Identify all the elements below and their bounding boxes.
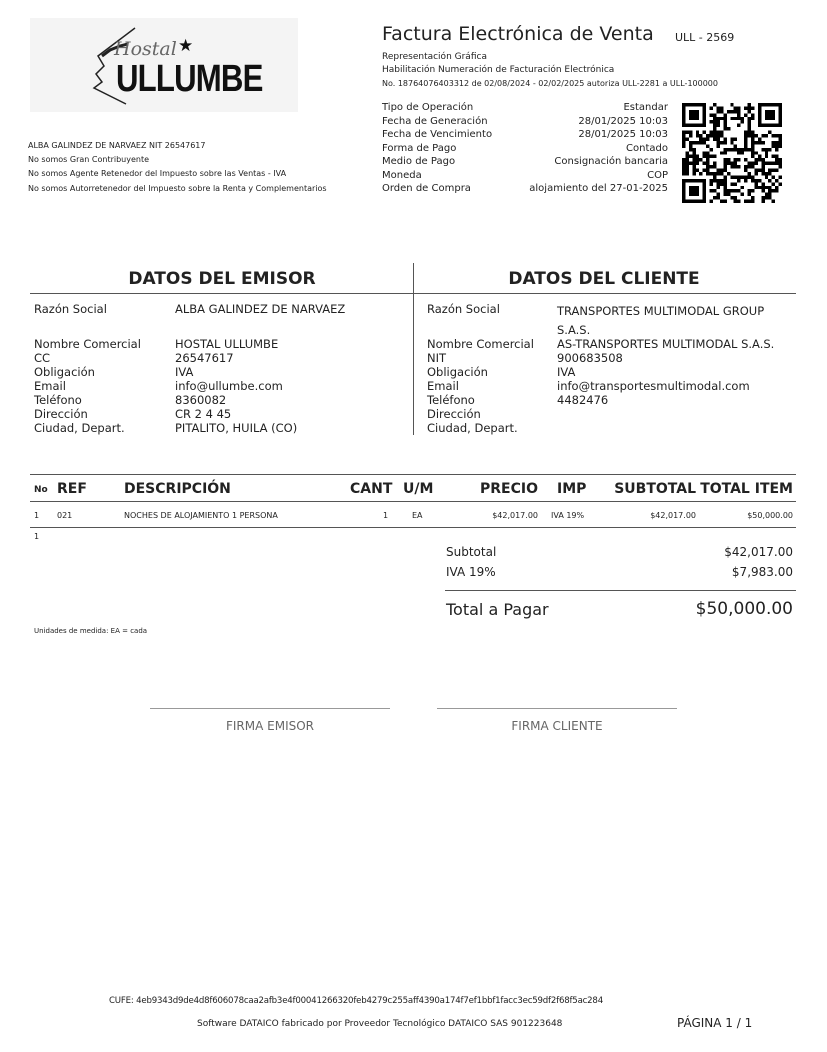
iva-label: IVA 19%	[446, 565, 496, 579]
field-label: Ciudad, Depart.	[427, 421, 518, 435]
cell-ref: 021	[57, 511, 73, 520]
op-row	[382, 169, 668, 183]
field-value: AS-TRANSPORTES MULTIMODAL S.A.S.	[557, 337, 775, 351]
emisor-values	[175, 337, 297, 435]
field-label: Obligación	[427, 365, 488, 379]
op-row	[382, 182, 668, 196]
firma-emisor: FIRMA EMISOR	[225, 719, 315, 733]
cufe: CUFE: 4eb9343d9de4d8f606078caa2afb3e4f00041266320feb4279c255aff4390a174f7ef1bbf1facc3ec59df2f68f5ac284	[109, 996, 603, 1006]
op-label: Tipo de Operación	[382, 102, 474, 113]
representation-label: Representación Gráfica	[382, 52, 487, 62]
logo-name: ULLUMBE	[116, 58, 263, 100]
cell-precio: $42,017.00	[492, 511, 538, 520]
op-value: alojamiento del 27-01-2025	[529, 183, 668, 194]
op-label: Forma de Pago	[382, 142, 457, 154]
note: No somos Agente Retenedor del Impuesto sobre las Ventas - IVA	[28, 169, 287, 179]
note: ALBA GALINDEZ DE NARVAEZ NIT 26547617	[28, 141, 206, 150]
field-value: 4482476	[557, 393, 609, 407]
firma-cliente: FIRMA CLIENTE	[511, 719, 603, 733]
col-no: No	[34, 485, 48, 495]
operation-details	[382, 101, 668, 196]
field-label: Nombre Comercial	[427, 337, 534, 351]
item-count: 1	[34, 532, 40, 541]
cell-imp: IVA 19%	[551, 511, 585, 520]
cell-subtotal: $42,017.00	[650, 511, 696, 520]
signature-line-cliente	[437, 708, 677, 709]
cell-no: 1	[34, 511, 40, 520]
invoice-title: Factura Electrónica de Venta	[382, 23, 654, 45]
field-value: 26547617	[175, 351, 234, 365]
units-note: Unidades de medida: EA = cada	[34, 627, 148, 635]
field-label: Dirección	[34, 407, 88, 421]
op-value: COP	[647, 169, 668, 181]
emisor-labels	[34, 337, 141, 435]
field-value: HOSTAL ULLUMBE	[175, 337, 279, 351]
subtotal-label: Subtotal	[446, 545, 497, 559]
note: No somos Autorretenedor del Impuesto sobre la Renta y Complementarios	[28, 183, 327, 193]
totals-rule	[445, 590, 796, 591]
field-label: Nombre Comercial	[34, 337, 141, 351]
field-label: Ciudad, Depart.	[34, 421, 125, 435]
op-label: Orden de Compra	[382, 183, 471, 194]
op-row	[382, 142, 668, 156]
field-value: info@ullumbe.com	[175, 379, 283, 393]
col-total-item: TOTAL ITEM	[700, 481, 793, 497]
emisor-heading: DATOS DEL EMISOR	[128, 269, 316, 289]
cell-um: EA	[412, 511, 423, 520]
cliente-labels	[427, 337, 534, 435]
page-number: PÁGINA 1 / 1	[677, 1016, 753, 1030]
software-credit: Software DATAICO fabricado por Proveedor Tecnológico DATAICO SAS 901223648	[197, 1019, 563, 1029]
field-value: PITALITO, HUILA (CO)	[175, 421, 298, 435]
op-label: Fecha de Vencimiento	[382, 129, 493, 140]
subtotal-value: $42,017.00	[724, 545, 793, 559]
col-ref: REF	[57, 481, 87, 497]
invoice-number: ULL - 2569	[675, 31, 735, 44]
hostal-logo	[30, 18, 298, 112]
op-value: Contado	[626, 142, 668, 154]
op-row	[382, 128, 668, 142]
field-value: 900683508	[557, 351, 623, 365]
emisor-razon-value: ALBA GALINDEZ DE NARVAEZ	[175, 302, 346, 316]
cliente-heading: DATOS DEL CLIENTE	[508, 269, 700, 289]
star-icon: ★	[178, 36, 194, 56]
op-value: Estandar	[623, 102, 668, 113]
cliente-razon-label: Razón Social	[427, 302, 500, 316]
cliente-values	[557, 337, 774, 407]
col-um: U/M	[403, 481, 434, 497]
op-row	[382, 115, 668, 129]
field-value: 8360082	[175, 393, 227, 407]
logo-script: Hostal	[114, 38, 177, 60]
section-rule	[30, 293, 796, 294]
col-subtotal: SUBTOTAL	[614, 481, 696, 497]
table-header-rule	[30, 501, 796, 502]
op-label: Fecha de Generación	[382, 115, 488, 127]
col-precio: PRECIO	[480, 481, 538, 497]
iva-value: $7,983.00	[731, 565, 793, 579]
field-value: CR 2 4 45	[175, 407, 232, 421]
cell-desc: NOCHES DE ALOJAMIENTO 1 PERSONA	[124, 511, 278, 520]
field-label: Obligación	[34, 365, 95, 379]
field-label: Email	[427, 379, 459, 393]
field-label: CC	[34, 351, 51, 365]
field-label: Teléfono	[427, 393, 475, 407]
op-value: 28/01/2025 10:03	[578, 129, 668, 140]
field-value: info@transportesmultimodal.com	[557, 379, 750, 393]
field-label: Teléfono	[34, 393, 82, 407]
op-row	[382, 101, 668, 115]
col-cant: CANT	[350, 481, 393, 497]
op-value: 28/01/2025 10:03	[578, 115, 668, 127]
note: No somos Gran Contribuyente	[28, 155, 150, 165]
resolution-text: No. 18764076403312 de 02/08/2024 - 02/02/2025 autoriza ULL-2281 a ULL-100000	[382, 79, 718, 88]
col-imp: IMP	[557, 481, 587, 497]
total-label: Total a Pagar	[446, 600, 549, 619]
signature-line-emisor	[150, 708, 390, 709]
cliente-razon-value: TRANSPORTES MULTIMODAL GROUP S.A.S.	[557, 304, 765, 337]
op-value: Consignación bancaria	[554, 156, 668, 167]
table-bottom-rule	[30, 527, 796, 528]
op-label: Medio de Pago	[382, 156, 456, 167]
emisor-razon-label: Razón Social	[34, 302, 107, 316]
tax-notes	[28, 139, 327, 196]
section-divider	[413, 263, 414, 435]
cell-total: $50,000.00	[747, 511, 793, 520]
table-top-rule	[30, 474, 796, 475]
field-value: IVA	[557, 365, 576, 379]
col-descripcion: DESCRIPCIÓN	[124, 481, 231, 497]
qr-code	[682, 103, 782, 203]
field-label: NIT	[427, 351, 447, 365]
field-value: IVA	[175, 365, 194, 379]
total-value: $50,000.00	[695, 599, 793, 619]
habilitation-label: Habilitación Numeración de Facturación Electrónica	[382, 65, 615, 75]
op-label: Moneda	[382, 169, 422, 181]
field-label: Email	[34, 379, 66, 393]
cell-cant: 1	[383, 511, 389, 520]
op-row	[382, 155, 668, 169]
field-label: Dirección	[427, 407, 481, 421]
